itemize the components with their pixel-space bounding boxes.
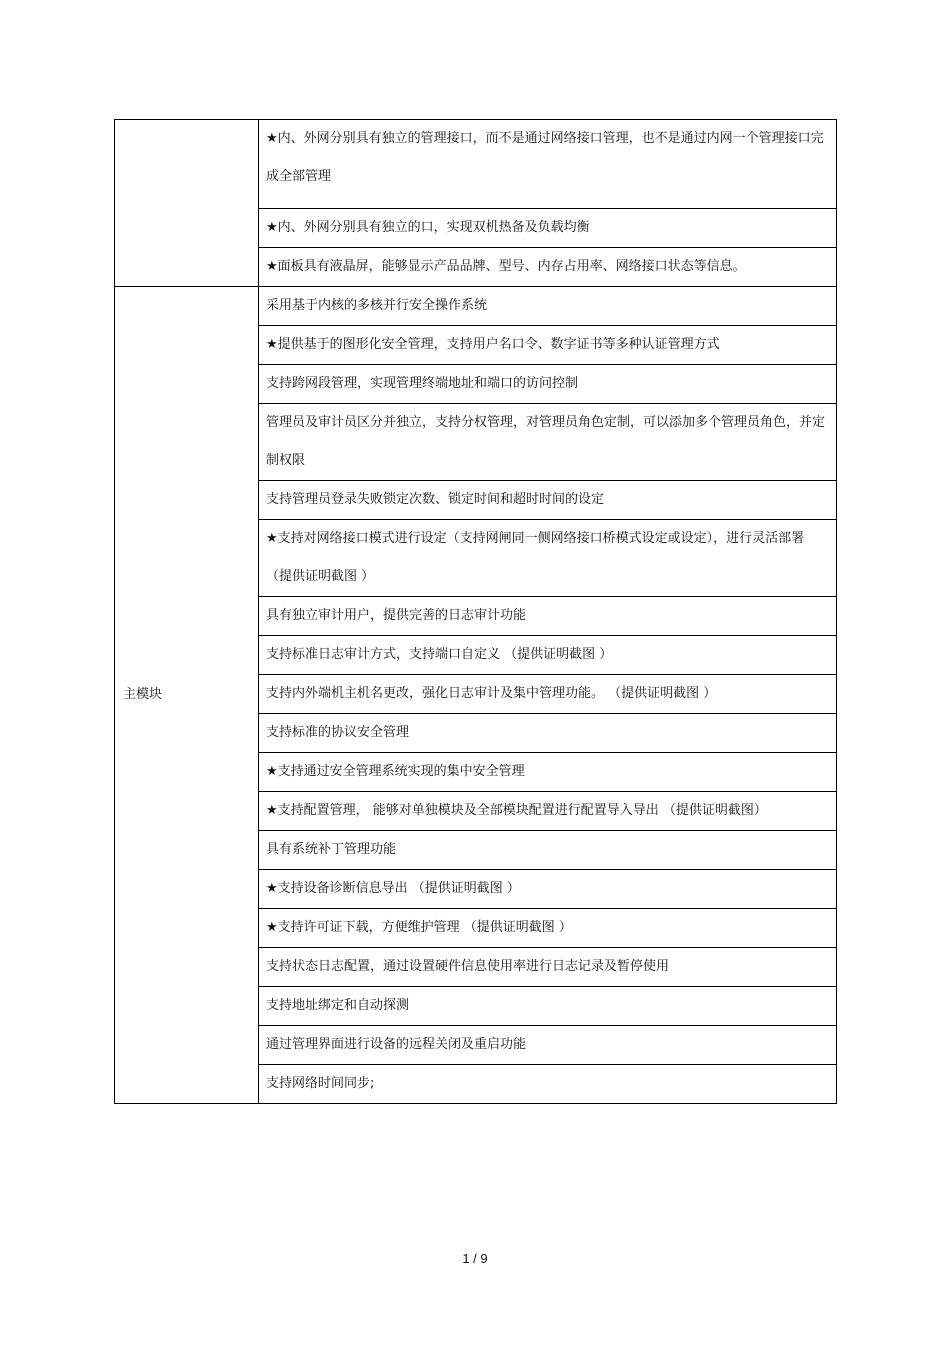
requirement-cell: ★支持通过安全管理系统实现的集中安全管理 — [259, 753, 837, 792]
requirement-cell: 支持状态日志配置，通过设置硬件信息使用率进行日志记录及暂停使用 — [259, 948, 837, 987]
requirement-cell: ★内、外网分别具有独立的口，实现双机热备及负载均衡 — [259, 209, 837, 248]
requirement-cell: 通过管理界面进行设备的远程关闭及重启功能 — [259, 1026, 837, 1065]
requirement-cell: ★支持对网络接口模式进行设定（支持网闸同一侧网络接口桥模式设定或设定），进行灵活部署 （提供证明截图 ） — [259, 520, 837, 597]
requirement-cell: 具有独立审计用户，提供完善的日志审计功能 — [259, 597, 837, 636]
table-row — [115, 287, 837, 326]
table-row — [115, 120, 837, 209]
category-cell-main-module: 主模块 — [115, 287, 259, 1104]
requirement-cell: 支持跨网段管理，实现管理终端地址和端口的访问控制 — [259, 365, 837, 404]
requirement-cell: 采用基于内核的多核并行安全操作系统 — [259, 287, 837, 326]
requirement-cell: 支持内外端机主机名更改，强化日志审计及集中管理功能。 （提供证明截图 ） — [259, 675, 837, 714]
requirement-cell: ★内、外网分别具有独立的管理接口，而不是通过网络接口管理，也不是通过内网一个管理接口完成全部管理 — [259, 120, 837, 209]
category-cell — [115, 120, 259, 287]
requirement-cell: 支持标准的协议安全管理 — [259, 714, 837, 753]
requirement-cell: ★面板具有液晶屏，能够显示产品品牌、型号、内存占用率、网络接口状态等信息。 — [259, 248, 837, 287]
requirement-cell: 支持网络时间同步; — [259, 1065, 837, 1104]
requirement-cell: ★提供基于的图形化安全管理，支持用户名口令、数字证书等多种认证管理方式 — [259, 326, 837, 365]
requirement-cell: 支持标准日志审计方式，支持端口自定义 （提供证明截图 ） — [259, 636, 837, 675]
requirement-cell: ★支持设备诊断信息导出 （提供证明截图 ） — [259, 870, 837, 909]
requirement-cell: 管理员及审计员区分并独立，支持分权管理，对管理员角色定制，可以添加多个管理员角色，并定制权限 — [259, 404, 837, 481]
requirement-cell: ★支持许可证下载，方便维护管理 （提供证明截图 ） — [259, 909, 837, 948]
spec-table — [114, 119, 837, 1104]
requirement-cell: 支持管理员登录失败锁定次数、锁定时间和超时时间的设定 — [259, 481, 837, 520]
requirement-cell: ★支持配置管理， 能够对单独模块及全部模块配置进行配置导入导出 （提供证明截图） — [259, 792, 837, 831]
requirement-cell: 具有系统补丁管理功能 — [259, 831, 837, 870]
requirement-cell: 支持地址绑定和自动探测 — [259, 987, 837, 1026]
page-number: 1 / 9 — [462, 1251, 488, 1266]
